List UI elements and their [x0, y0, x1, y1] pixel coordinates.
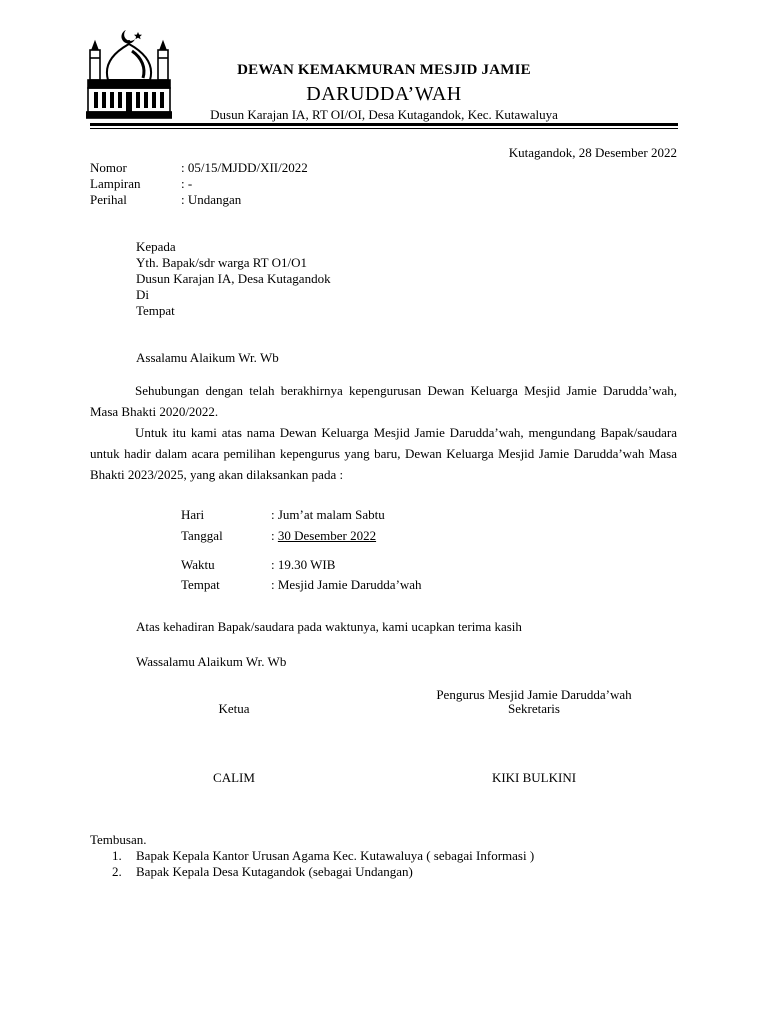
org-address: Dusun Karajan IA, RT OI/OI, Desa Kutagandok, Kec. Kutawaluya [210, 107, 558, 122]
cc-title: Tembusan. [90, 832, 147, 847]
cc-number: 1. [112, 848, 122, 863]
signatory-name-right: KIKI BULKINI [491, 770, 577, 785]
signatory-title-right: Sekretaris [508, 701, 560, 716]
letter-body [90, 380, 677, 485]
cc-number: 2. [112, 864, 122, 879]
letter-date: Kutagandok, 28 Desember 2022 [508, 145, 677, 160]
recipient-line: Dusun Karajan IA, Desa Kutagandok [136, 271, 331, 286]
meta-value: : - [181, 176, 193, 191]
meta-value: : Undangan [181, 192, 242, 207]
cc-item: Bapak Kepala Desa Kutagandok (sebagai Undangan) [136, 864, 413, 879]
recipient-line: Tempat [136, 303, 175, 318]
header-rule-thick [90, 123, 678, 126]
recipient-line: Yth. Bapak/sdr warga RT O1/O1 [136, 255, 307, 270]
event-value: : 19.30 WIB [271, 557, 336, 572]
event-label: Tempat [181, 577, 220, 592]
event-label: Waktu [181, 557, 215, 572]
event-value: : 30 Desember 2022 [271, 528, 377, 543]
meta-value: : 05/15/MJDD/XII/2022 [181, 160, 308, 175]
paragraph-1: Sehubungan dengan telah berakhirnya kepengurusan Dewan Keluarga Mesjid Jamie Darudda’wah, Masa Bhakti 2020/2022. [90, 383, 677, 419]
meta-label: Perihal [90, 192, 127, 207]
event-label: Tanggal [181, 528, 223, 543]
signatory-name-left: CALIM [213, 770, 255, 785]
cc-item: Bapak Kepala Kantor Urusan Agama Kec. Kutawaluya ( sebagai Informasi ) [136, 848, 535, 863]
org-name: DEWAN KEMAKMURAN MESJID JAMIE [237, 62, 531, 78]
closing-text: Atas kehadiran Bapak/saudara pada waktunya, kami ucapkan terima kasih [136, 619, 522, 634]
org-subname: DARUDDA’WAH [306, 83, 462, 105]
paragraph-2: Untuk itu kami atas nama Dewan Keluarga Mesjid Jamie Darudda’wah, mengundang Bapak/saudara untuk hadir dalam acara pemilihan kepengurus yang baru, Dewan Keluarga Mesjid Jamie Darudda’wah Masa Bhakti 2023/2025, yang akan dilaksankan pada : [90, 425, 677, 482]
signatory-title-left: Ketua [218, 701, 250, 716]
header-rule-thin [90, 128, 678, 129]
committee-title: Pengurus Mesjid Jamie Darudda’wah [436, 687, 632, 702]
farewell: Wassalamu Alaikum Wr. Wb [136, 654, 287, 669]
meta-label: Lampiran [90, 176, 141, 191]
recipient-line: Kepada [136, 239, 176, 254]
event-label: Hari [181, 507, 205, 522]
event-value: : Jum’at malam Sabtu [271, 507, 385, 522]
event-value: : Mesjid Jamie Darudda’wah [271, 577, 422, 592]
meta-label: Nomor [90, 160, 127, 175]
recipient-line: Di [136, 287, 149, 302]
greeting: Assalamu Alaikum Wr. Wb [136, 350, 279, 365]
